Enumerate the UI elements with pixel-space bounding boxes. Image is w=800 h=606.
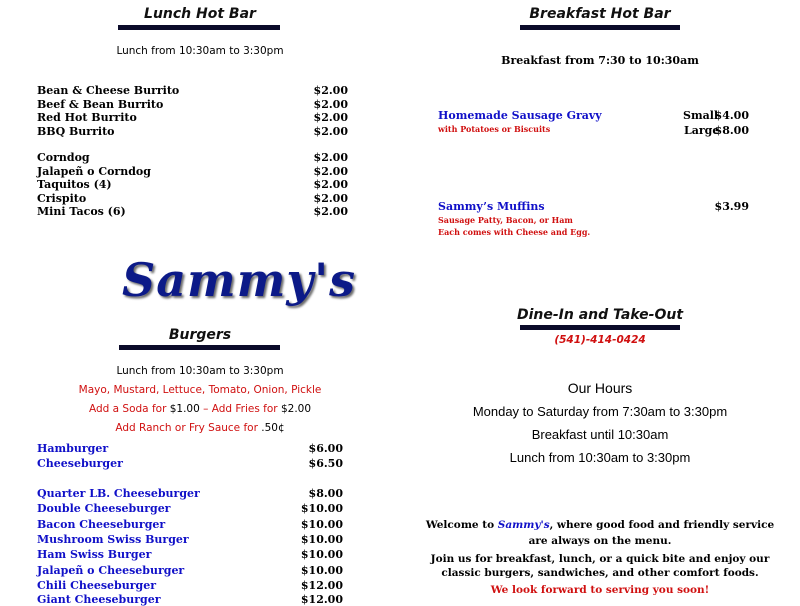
- lunch-title: Lunch Hot Bar: [144, 6, 256, 22]
- breakfast-title-underline: [520, 25, 680, 30]
- lunch-item-name: BBQ Burrito: [37, 124, 115, 138]
- lunch-item-price: $2.00: [313, 111, 348, 124]
- burgers-toppings: Mayo, Mustard, Lettuce, Tomato, Onion, Pickle: [78, 384, 322, 396]
- lunch-item-name: Corndog: [37, 151, 90, 164]
- lunch-item-name: Beef & Bean Burrito: [37, 97, 164, 111]
- lunch-item-name: Mini Tacos (6): [37, 205, 126, 218]
- lunch-item-name: Bean & Cheese Burrito: [37, 84, 180, 97]
- phone-number: (541)-414-0424: [554, 334, 646, 346]
- lunch-hours: Lunch from 10:30am to 3:30pm: [116, 45, 284, 57]
- sammys-logo: Sammy's: [122, 253, 357, 307]
- lunch-item-price: $2.00: [313, 97, 348, 111]
- burgers-addons-line-2: [60, 422, 340, 434]
- gravy-price-large: $8.00: [714, 124, 749, 137]
- fries-label: – Add Fries for: [199, 403, 278, 415]
- fries-price: $2.00: [280, 403, 312, 415]
- welcome-restaurant-name: Sammy's: [497, 519, 550, 531]
- lunch-item-name: Red Hot Burrito: [37, 111, 137, 124]
- logo-clip: [110, 253, 357, 307]
- gravy-name: Homemade Sausage Gravy: [438, 109, 602, 122]
- join-line-2: classic burgers, sandwiches, and other comfort foods.: [441, 567, 759, 579]
- dine-in-title-underline: [520, 325, 680, 330]
- burger-item-price: $12.00: [300, 593, 343, 606]
- burger-item-name: Quarter LB. Cheeseburger: [37, 487, 200, 500]
- lunch-item-price: $2.00: [313, 124, 348, 138]
- soda-label: Add a Soda for: [88, 403, 167, 415]
- burger-item-price: $8.00: [308, 487, 343, 500]
- burgers-hours: Lunch from 10:30am to 3:30pm: [116, 365, 284, 377]
- lunch-item-price: $2.00: [313, 164, 348, 178]
- muffins-description-2: Each comes with Cheese and Egg.: [438, 227, 591, 237]
- lunch-item-name: Jalapeñ o Corndog: [37, 164, 151, 178]
- burger-item-name: Hamburger: [37, 442, 109, 455]
- gravy-price-small: $4.00: [714, 109, 749, 122]
- burger-item-price: $6.00: [308, 442, 343, 455]
- lunch-item-price: $2.00: [313, 191, 348, 205]
- burger-item-name: Mushroom Swiss Burger: [37, 532, 189, 546]
- closing-line: We look forward to serving you soon!: [490, 584, 710, 596]
- lunch-item-price: $2.00: [313, 178, 348, 191]
- sauce-label: Add Ranch or Fry Sauce for: [115, 422, 258, 434]
- burgers-title: Burgers: [168, 327, 232, 343]
- hours-line-2: Breakfast until 10:30am: [531, 427, 669, 442]
- burgers-title-underline: [119, 345, 280, 350]
- join-line-1: Join us for breakfast, lunch, or a quick bite and enjoy our: [430, 553, 770, 565]
- sauce-price: .50¢: [261, 422, 285, 434]
- lunch-item-price: $2.00: [313, 205, 348, 218]
- hours-line-3: Lunch from 10:30am to 3:30pm: [509, 450, 691, 465]
- hours-title: Our Hours: [567, 380, 633, 396]
- burger-item-name: Bacon Cheeseburger: [37, 517, 166, 531]
- burger-item-price: $10.00: [300, 532, 343, 546]
- muffins-name: Sammy’s Muffins: [438, 200, 545, 213]
- burger-item-price: $10.00: [300, 548, 343, 562]
- soda-price: $1.00: [169, 403, 200, 415]
- burger-item-name: Chili Cheeseburger: [37, 578, 157, 592]
- welcome-line-2: are always on the menu.: [528, 535, 672, 547]
- lunch-item-price: $2.00: [313, 84, 348, 97]
- dine-in-title: Dine-In and Take-Out: [516, 307, 684, 323]
- burger-item-price: $10.00: [300, 502, 343, 516]
- muffins-price: $3.99: [714, 200, 749, 213]
- burger-item-price: $12.00: [300, 578, 343, 592]
- lunch-item-name: Crispito: [37, 191, 87, 205]
- gravy-description: with Potatoes or Biscuits: [438, 124, 551, 134]
- burger-item-name: Jalapeñ o Cheeseburger: [37, 563, 185, 577]
- burger-item-name: Cheeseburger: [37, 457, 123, 470]
- lunch-title-underline: [118, 25, 280, 30]
- burgers-addons-line-1: [60, 403, 340, 415]
- breakfast-title: Breakfast Hot Bar: [529, 6, 671, 22]
- burger-item-price: $10.00: [300, 563, 343, 577]
- burger-item-name: Giant Cheeseburger: [37, 593, 161, 606]
- muffins-description-1: Sausage Patty, Bacon, or Ham: [438, 215, 573, 225]
- welcome-post: , where good food and friendly service: [549, 519, 775, 531]
- lunch-item-price: $2.00: [313, 151, 348, 164]
- hours-line-1: Monday to Saturday from 7:30am to 3:30pm: [472, 404, 728, 419]
- breakfast-hours: Breakfast from 7:30 to 10:30am: [501, 54, 699, 67]
- burger-item-price: $6.50: [308, 457, 343, 470]
- gravy-size-small: Small: [683, 109, 719, 122]
- burger-item-name: Double Cheeseburger: [37, 502, 171, 516]
- welcome-pre: Welcome to: [425, 519, 498, 531]
- burger-item-name: Ham Swiss Burger: [37, 548, 152, 562]
- lunch-item-name: Taquitos (4): [37, 178, 112, 191]
- burger-item-price: $10.00: [300, 517, 343, 531]
- gravy-size-large: Large: [684, 124, 720, 137]
- welcome-line-1: [425, 519, 775, 531]
